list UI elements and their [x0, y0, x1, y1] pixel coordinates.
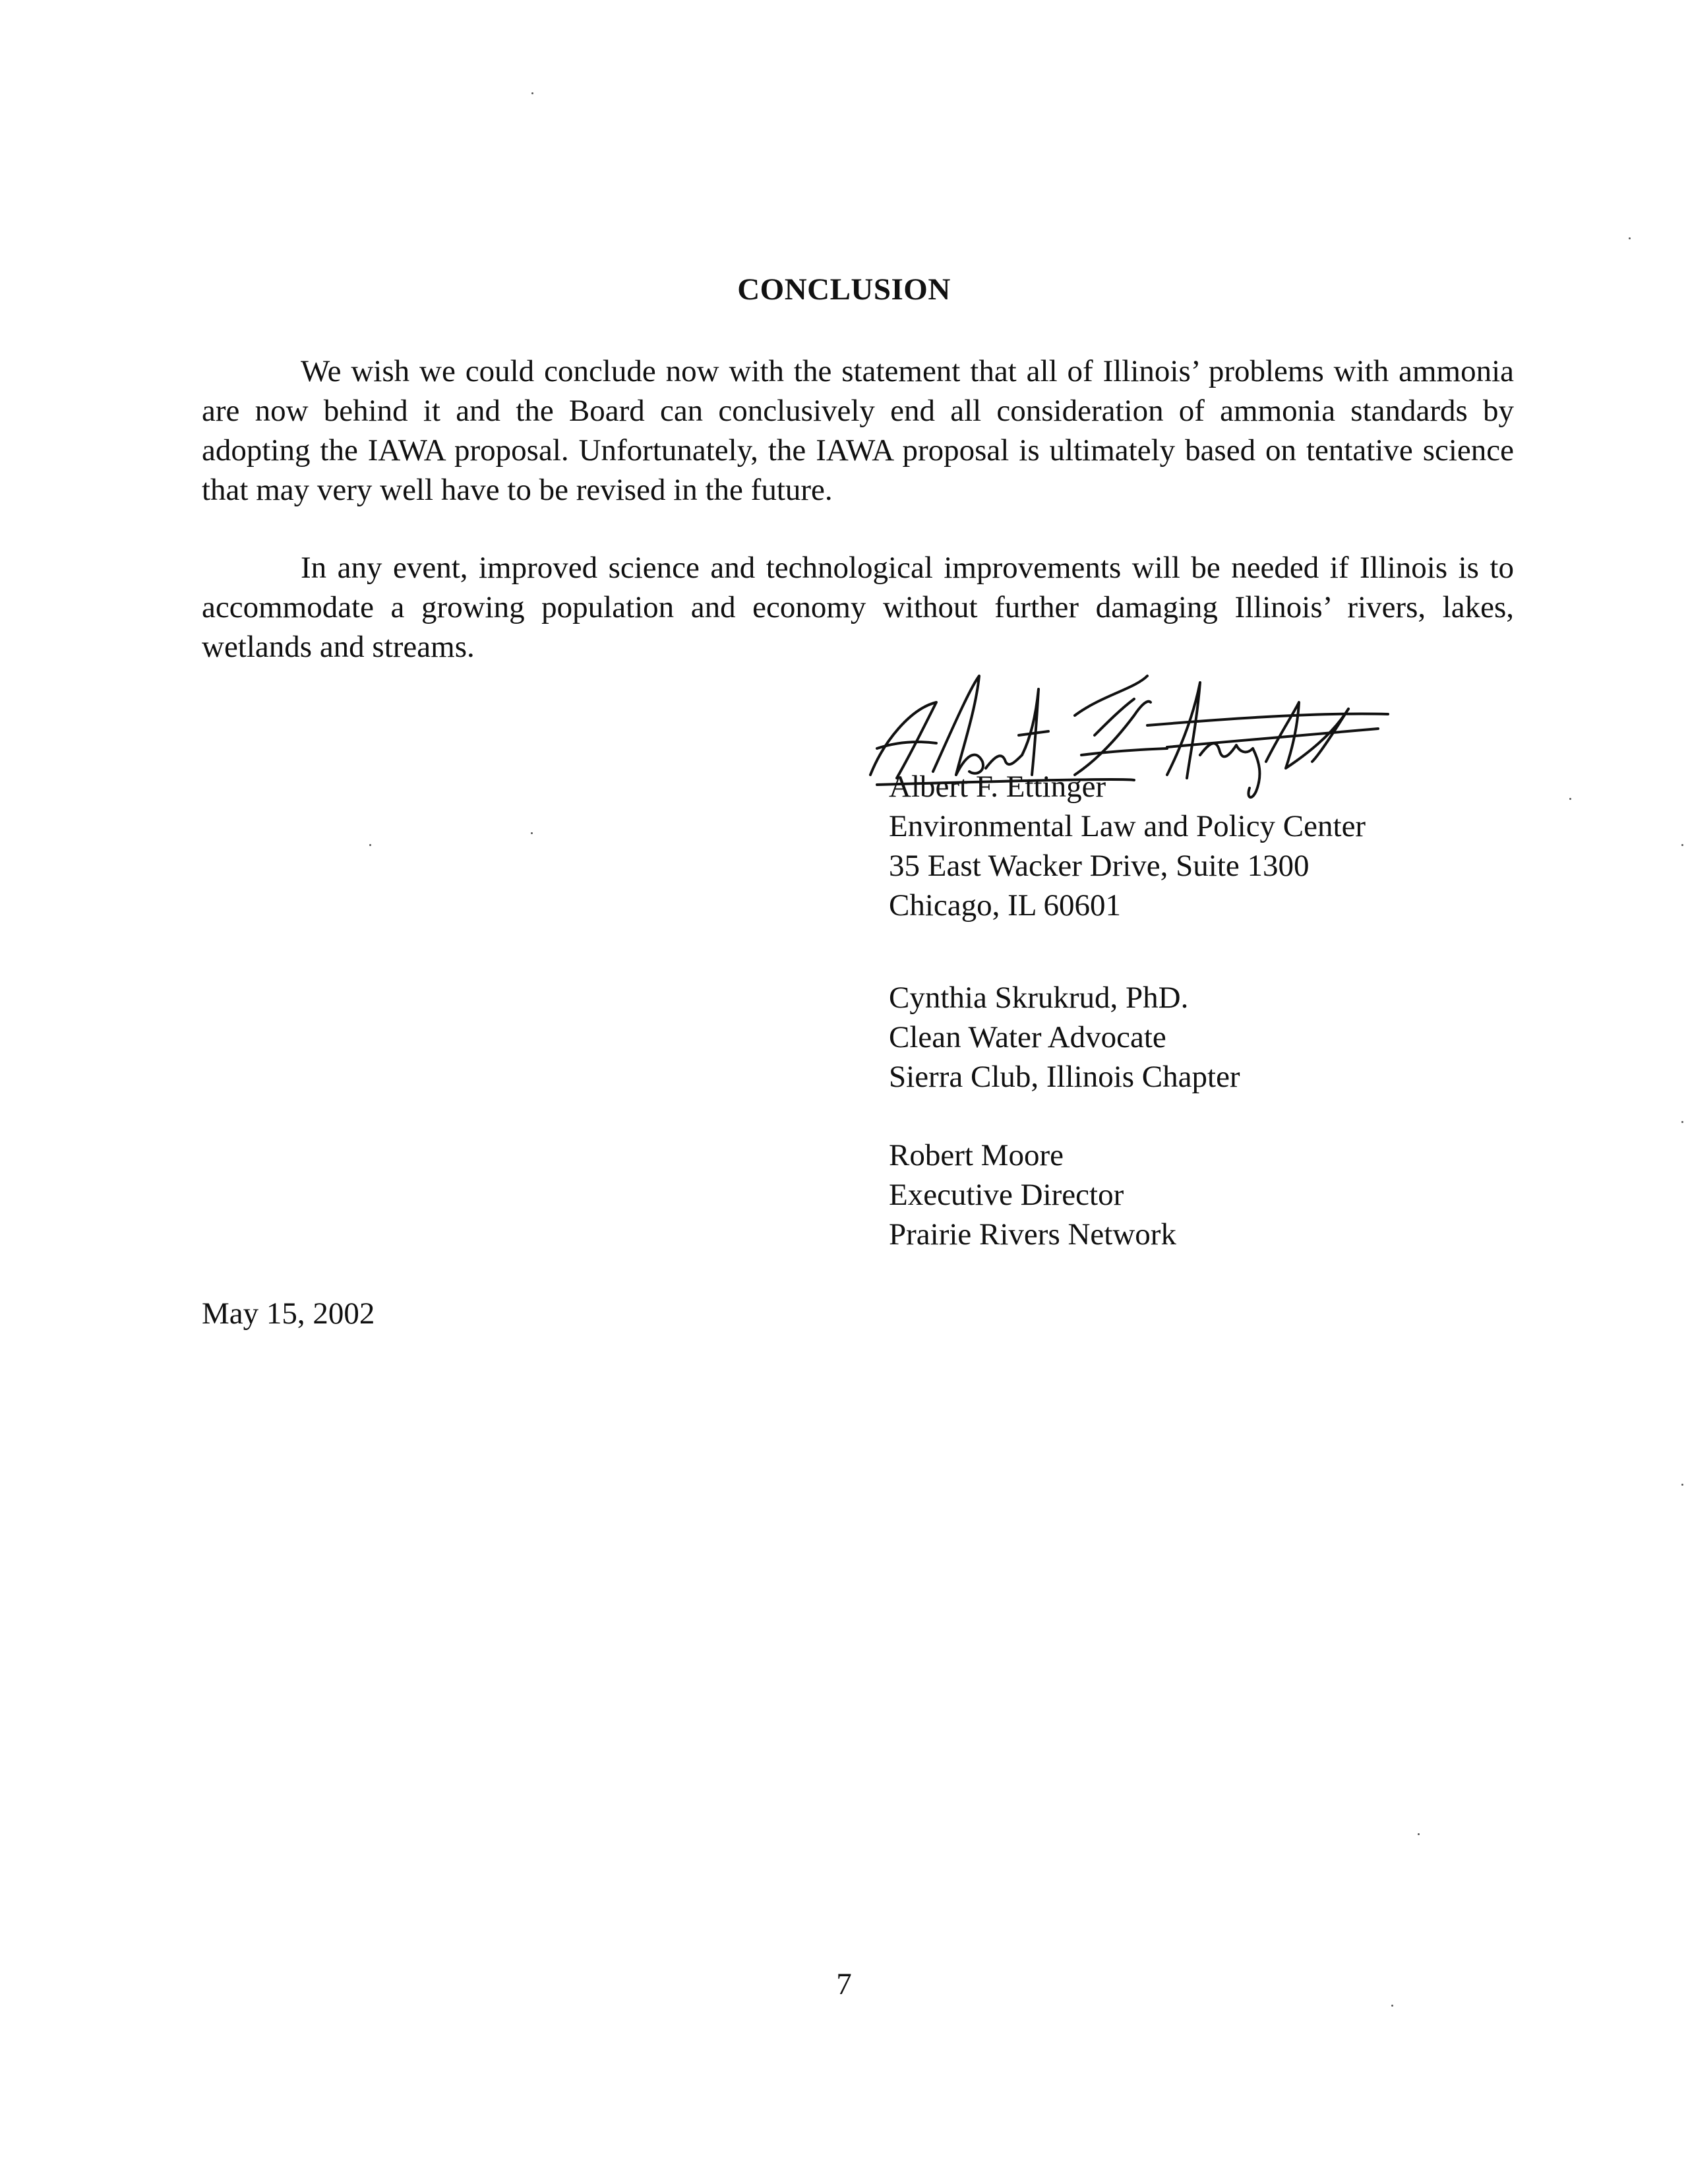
signatory-title: Executive Director [889, 1178, 1124, 1212]
signatory-organization: Prairie Rivers Network [889, 1217, 1176, 1252]
conclusion-paragraph-1: We wish we could conclude now with the statement that all of Illinois’ problems with ammonia are now behind it and the Board can conclusively end all consideration of ammonia standards by adopting the IAWA proposal. Unfortunately, the IAWA proposal is ultimately based on tentative science that may very well have to be revised in the future. [202, 354, 1514, 507]
scan-speck [531, 832, 533, 834]
scan-speck [531, 92, 533, 94]
scan-speck [1629, 237, 1631, 239]
signatory-address: 35 East Wacker Drive, Suite 1300 [889, 849, 1310, 883]
document-date: May 15, 2002 [202, 1296, 375, 1331]
scan-speck [1681, 1121, 1683, 1123]
scan-speck [1391, 2005, 1393, 2007]
signatory-moore [889, 1136, 1176, 1254]
scan-speck [369, 844, 371, 846]
scan-speck [1569, 798, 1571, 800]
page-number: 7 [836, 1967, 852, 2001]
signatory-organization: Sierra Club, Illinois Chapter [889, 1060, 1240, 1094]
signatory-ettinger [889, 767, 1366, 925]
signatory-title: Clean Water Advocate [889, 1020, 1166, 1054]
scan-speck [1418, 1833, 1420, 1835]
scan-speck [1681, 1484, 1683, 1486]
section-heading: CONCLUSION [737, 272, 951, 307]
signatory-name: Robert Moore [889, 1138, 1064, 1172]
signatory-name: Cynthia Skrukrud, PhD. [889, 981, 1189, 1015]
conclusion-paragraph-2: In any event, improved science and technological improvements will be needed if Illinois is to accommodate a growing population and economy without further damaging Illinois’ rivers, lakes, wetlands and streams. [202, 551, 1514, 664]
signatory-skrukrud [889, 978, 1240, 1097]
signatory-organization: Environmental Law and Policy Center [889, 809, 1366, 843]
scan-speck [1681, 844, 1683, 846]
signatory-city: Chicago, IL 60601 [889, 888, 1121, 923]
signatory-name: Albert F. Ettinger [889, 770, 1106, 804]
